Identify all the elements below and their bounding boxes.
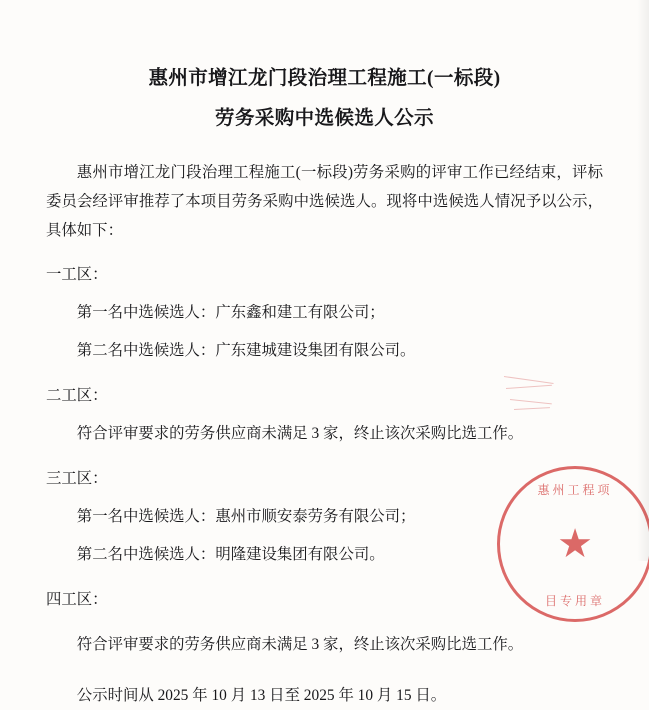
page-edge-shadow: [637, 0, 649, 561]
candidate-item: 第二名中选候选人：广东建城建设集团有限公司。: [76, 342, 416, 360]
seal-top-text: 惠州工程项: [537, 483, 613, 497]
notice-period: 公示时间从 2025 年 10 月 13 日至 2025 年 10 月 15 日。: [76, 687, 447, 705]
section-heading-2: 二工区：: [46, 387, 108, 405]
seal-star-icon: ★: [557, 521, 593, 566]
seal-bottom-text: 目专用章: [544, 594, 605, 608]
section-heading-4: 四工区：: [46, 591, 108, 609]
title-line-1: 惠州市增江龙门段治理工程施工(一标段): [148, 68, 501, 89]
title-line-2: 劳务采购中选候选人公示: [215, 108, 434, 129]
section-note: 符合评审要求的劳务供应商未满足 3 家，终止该次采购比选工作。: [76, 636, 524, 654]
candidate-item: 第二名中选候选人：明隆建设集团有限公司。: [76, 546, 385, 564]
section-heading-3: 三工区：: [46, 470, 108, 488]
candidate-item: 第一名中选候选人：惠州市顺安泰劳务有限公司；: [76, 508, 416, 526]
section-heading-1: 一工区：: [46, 266, 108, 284]
section-note: 符合评审要求的劳务供应商未满足 3 家，终止该次采购比选工作。: [76, 425, 524, 443]
candidate-item: 第一名中选候选人：广东鑫和建工有限公司；: [76, 304, 385, 322]
intro-paragraph: 惠州市增江龙门段治理工程施工(一标段)劳务采购的评审工作已经结束，评标委员会经评审推荐了本项目劳务采购中选候选人。现将中选候选人情况予以公示，具体如下：: [46, 164, 603, 239]
page-title: [46, 62, 603, 136]
